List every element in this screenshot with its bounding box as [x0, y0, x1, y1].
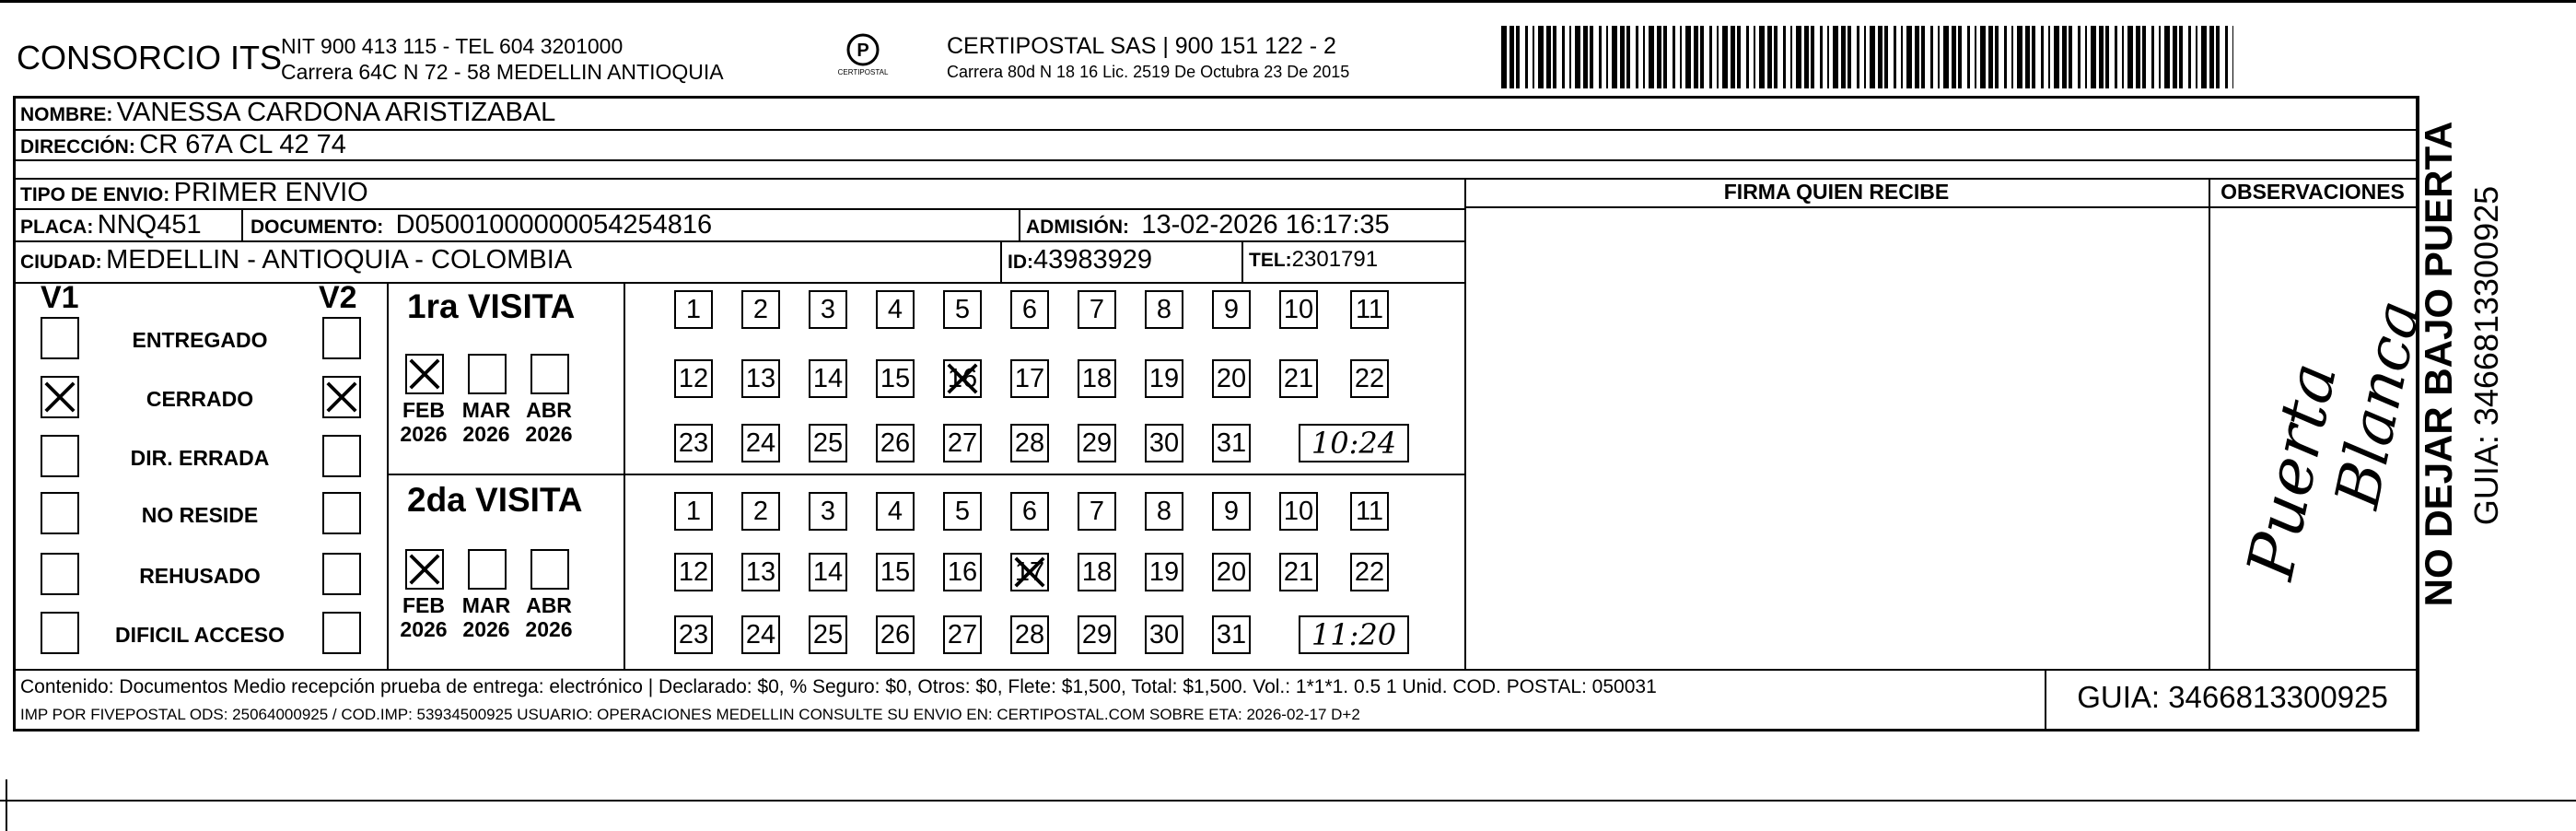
- day-box[interactable]: 16: [943, 359, 982, 398]
- v2-checkbox[interactable]: [322, 317, 361, 359]
- day-box[interactable]: 21: [1279, 553, 1318, 591]
- documento-value: D05001000000054254816: [395, 210, 713, 240]
- v1-checkbox[interactable]: [41, 612, 79, 654]
- month-checkbox[interactable]: [530, 354, 569, 394]
- observaciones-label: OBSERVACIONES: [2220, 180, 2405, 204]
- day-box[interactable]: 3: [809, 492, 847, 531]
- month-label: ABR 2026: [525, 398, 573, 446]
- status-label: NO RESIDE: [141, 503, 259, 527]
- day-box[interactable]: 16: [943, 553, 982, 591]
- day-box[interactable]: 17: [1010, 553, 1049, 591]
- day-box[interactable]: 9: [1212, 290, 1251, 329]
- day-box[interactable]: 26: [876, 615, 915, 654]
- day-box[interactable]: 1: [674, 290, 713, 329]
- status-label: DIR. ERRADA: [130, 446, 270, 470]
- ciudad-field: CIUDAD: MEDELLIN - ANTIOQUIA - COLOMBIA: [20, 245, 573, 275]
- month-checkbox[interactable]: [468, 354, 507, 394]
- v1-checkbox[interactable]: [41, 317, 79, 359]
- day-box[interactable]: 21: [1279, 359, 1318, 398]
- month-label: MAR 2026: [461, 398, 511, 446]
- day-box[interactable]: 9: [1212, 492, 1251, 531]
- documento-field: DOCUMENTO: D05001000000054254816: [251, 210, 713, 240]
- ciudad-value: MEDELLIN - ANTIOQUIA - COLOMBIA: [106, 245, 573, 275]
- v2-checkbox[interactable]: [322, 492, 361, 534]
- day-box[interactable]: 14: [809, 553, 847, 591]
- day-box[interactable]: 8: [1145, 492, 1183, 531]
- day-box[interactable]: 19: [1145, 553, 1183, 591]
- logo-text: CERTIPOSTAL: [837, 68, 889, 76]
- direccion-field: DIRECCIÓN: CR 67A CL 42 74: [20, 130, 346, 159]
- v1-checkbox[interactable]: [41, 553, 79, 595]
- vertical-guia: GUIA: 3466813300925: [2467, 185, 2505, 526]
- day-box[interactable]: 20: [1212, 553, 1251, 591]
- day-box[interactable]: 28: [1010, 615, 1049, 654]
- visit-time-box[interactable]: [1299, 424, 1409, 462]
- tel-value: 2301791: [1291, 247, 1379, 272]
- second-visit-title: 2da VISITA: [407, 481, 583, 519]
- vertical-warning: NO DEJAR BAJO PUERTA: [2417, 121, 2460, 607]
- day-box[interactable]: 14: [809, 359, 847, 398]
- v1-checkbox[interactable]: [41, 492, 79, 534]
- month-label: MAR 2026: [461, 593, 511, 641]
- carrier-name: CERTIPOSTAL SAS | 900 151 122 - 2: [947, 33, 1336, 59]
- company-name: CONSORCIO ITS: [17, 39, 283, 76]
- tel-field: TEL:2301791: [1249, 247, 1379, 272]
- day-box[interactable]: 30: [1145, 424, 1183, 462]
- day-box[interactable]: 15: [876, 553, 915, 591]
- day-box[interactable]: 17: [1010, 359, 1049, 398]
- month-checkbox[interactable]: [468, 549, 507, 590]
- tipo-envio-field: TIPO DE ENVIO: PRIMER ENVIO: [20, 178, 368, 207]
- v2-label: V2: [319, 280, 357, 315]
- day-box[interactable]: 25: [809, 615, 847, 654]
- status-label: CERRADO: [146, 387, 254, 411]
- day-box[interactable]: 4: [876, 492, 915, 531]
- company-nit: NIT 900 413 115 - TEL 604 3201000: [281, 34, 624, 58]
- day-box[interactable]: 15: [876, 359, 915, 398]
- day-box[interactable]: 18: [1078, 553, 1116, 591]
- placa-field: PLACA: NNQ451: [20, 210, 202, 240]
- v1-checkbox[interactable]: [41, 376, 79, 418]
- day-box[interactable]: 7: [1078, 290, 1116, 329]
- month-checkbox[interactable]: [405, 549, 444, 590]
- footer-line-2: IMP POR FIVEPOSTAL ODS: 25064000925 / COD.IMP: 53934500925 USUARIO: OPERACIONES MEDELLIN CONSULTE SU ENVIO EN: CERTIPOSTAL.COM SOBRE ETA: 2026-02-17 D+2: [20, 706, 1360, 723]
- day-box[interactable]: 13: [741, 359, 780, 398]
- footer-line-1: Contenido: Documentos Medio recepción prueba de entrega: electrónico | Declarado: $0, % Seguro: $0, Otros: $0, Flete: $1,500, Total: $1,500. Vol.: 1*1*1. 0.5 1 Unid. COD. POSTAL: 050031: [20, 676, 1657, 697]
- day-box[interactable]: 11: [1350, 492, 1389, 531]
- day-box[interactable]: 1: [674, 492, 713, 531]
- left-tick: [6, 779, 7, 831]
- month-checkbox[interactable]: [405, 354, 444, 394]
- v2-checkbox[interactable]: [322, 553, 361, 595]
- day-box[interactable]: 6: [1010, 492, 1049, 531]
- day-box[interactable]: 22: [1350, 553, 1389, 591]
- day-box[interactable]: 12: [674, 359, 713, 398]
- v2-checkbox[interactable]: [322, 612, 361, 654]
- day-box[interactable]: 28: [1010, 424, 1049, 462]
- day-box[interactable]: 7: [1078, 492, 1116, 531]
- day-box[interactable]: 11: [1350, 290, 1389, 329]
- svg-text:P: P: [857, 41, 869, 61]
- day-box[interactable]: 12: [674, 553, 713, 591]
- visit-time: 10:24: [1311, 426, 1397, 461]
- month-label: ABR 2026: [525, 593, 573, 641]
- day-box[interactable]: 2: [741, 290, 780, 329]
- placa-value: NNQ451: [97, 210, 202, 240]
- day-box[interactable]: 29: [1078, 424, 1116, 462]
- visit-time-box[interactable]: [1299, 615, 1409, 654]
- barcode: [1501, 26, 2233, 88]
- visit-time: 11:20: [1311, 617, 1397, 652]
- day-box[interactable]: 6: [1010, 290, 1049, 329]
- observacion-handwriting-2: Blanca: [2321, 294, 2435, 514]
- observacion-handwriting-1: Puerta: [2232, 356, 2352, 586]
- day-box[interactable]: 27: [943, 615, 982, 654]
- day-box[interactable]: 31: [1212, 424, 1251, 462]
- month-label: FEB 2026: [400, 398, 448, 446]
- day-box[interactable]: 5: [943, 492, 982, 531]
- top-rule: [0, 0, 2576, 3]
- day-box[interactable]: 5: [943, 290, 982, 329]
- day-box[interactable]: 23: [674, 615, 713, 654]
- logo-icon: [831, 31, 895, 87]
- day-box[interactable]: 31: [1212, 615, 1251, 654]
- v1-checkbox[interactable]: [41, 435, 79, 477]
- day-box[interactable]: 24: [741, 424, 780, 462]
- day-box[interactable]: 26: [876, 424, 915, 462]
- day-box[interactable]: 30: [1145, 615, 1183, 654]
- tipo-envio-value: PRIMER ENVIO: [173, 178, 368, 207]
- day-box[interactable]: 3: [809, 290, 847, 329]
- day-box[interactable]: 13: [741, 553, 780, 591]
- day-box[interactable]: 19: [1145, 359, 1183, 398]
- day-box[interactable]: 10: [1279, 492, 1318, 531]
- day-box[interactable]: 2: [741, 492, 780, 531]
- status-label: ENTREGADO: [132, 328, 268, 352]
- nombre-value: VANESSA CARDONA ARISTIZABAL: [116, 98, 556, 127]
- month-label: FEB 2026: [400, 593, 448, 641]
- v2-checkbox[interactable]: [322, 376, 361, 418]
- day-box[interactable]: 23: [674, 424, 713, 462]
- admision-field: ADMISIÓN: 13-02-2026 16:17:35: [1026, 210, 1390, 240]
- id-value: 43983929: [1033, 245, 1153, 275]
- month-checkbox[interactable]: [530, 549, 569, 590]
- day-box[interactable]: 10: [1279, 290, 1318, 329]
- day-box[interactable]: 29: [1078, 615, 1116, 654]
- admision-value: 13-02-2026 16:17:35: [1141, 210, 1390, 240]
- footer-guia: GUIA: 3466813300925: [2077, 680, 2388, 714]
- first-visit-title: 1ra VISITA: [407, 287, 576, 325]
- bottom-rule: [0, 800, 2576, 802]
- day-box[interactable]: 27: [943, 424, 982, 462]
- carrier-address: Carrera 80d N 18 16 Lic. 2519 De Octubra 23 De 2015: [947, 63, 1350, 81]
- day-box[interactable]: 25: [809, 424, 847, 462]
- day-box[interactable]: 18: [1078, 359, 1116, 398]
- day-box[interactable]: 4: [876, 290, 915, 329]
- status-label: REHUSADO: [139, 564, 261, 588]
- status-label: DIFICIL ACCESO: [114, 623, 285, 647]
- nombre-field: NOMBRE: VANESSA CARDONA ARISTIZABAL: [20, 98, 556, 127]
- day-box[interactable]: 24: [741, 615, 780, 654]
- company-address: Carrera 64C N 72 - 58 MEDELLIN ANTIOQUIA: [281, 60, 724, 84]
- firma-label: FIRMA QUIEN RECIBE: [1723, 180, 1950, 204]
- v2-checkbox[interactable]: [322, 435, 361, 477]
- day-box[interactable]: 8: [1145, 290, 1183, 329]
- id-field: ID:43983929: [1008, 245, 1153, 275]
- day-box[interactable]: 20: [1212, 359, 1251, 398]
- direccion-value: CR 67A CL 42 74: [139, 130, 346, 159]
- v1-label: V1: [41, 280, 79, 315]
- certipostal-logo: [831, 31, 895, 87]
- day-box[interactable]: 22: [1350, 359, 1389, 398]
